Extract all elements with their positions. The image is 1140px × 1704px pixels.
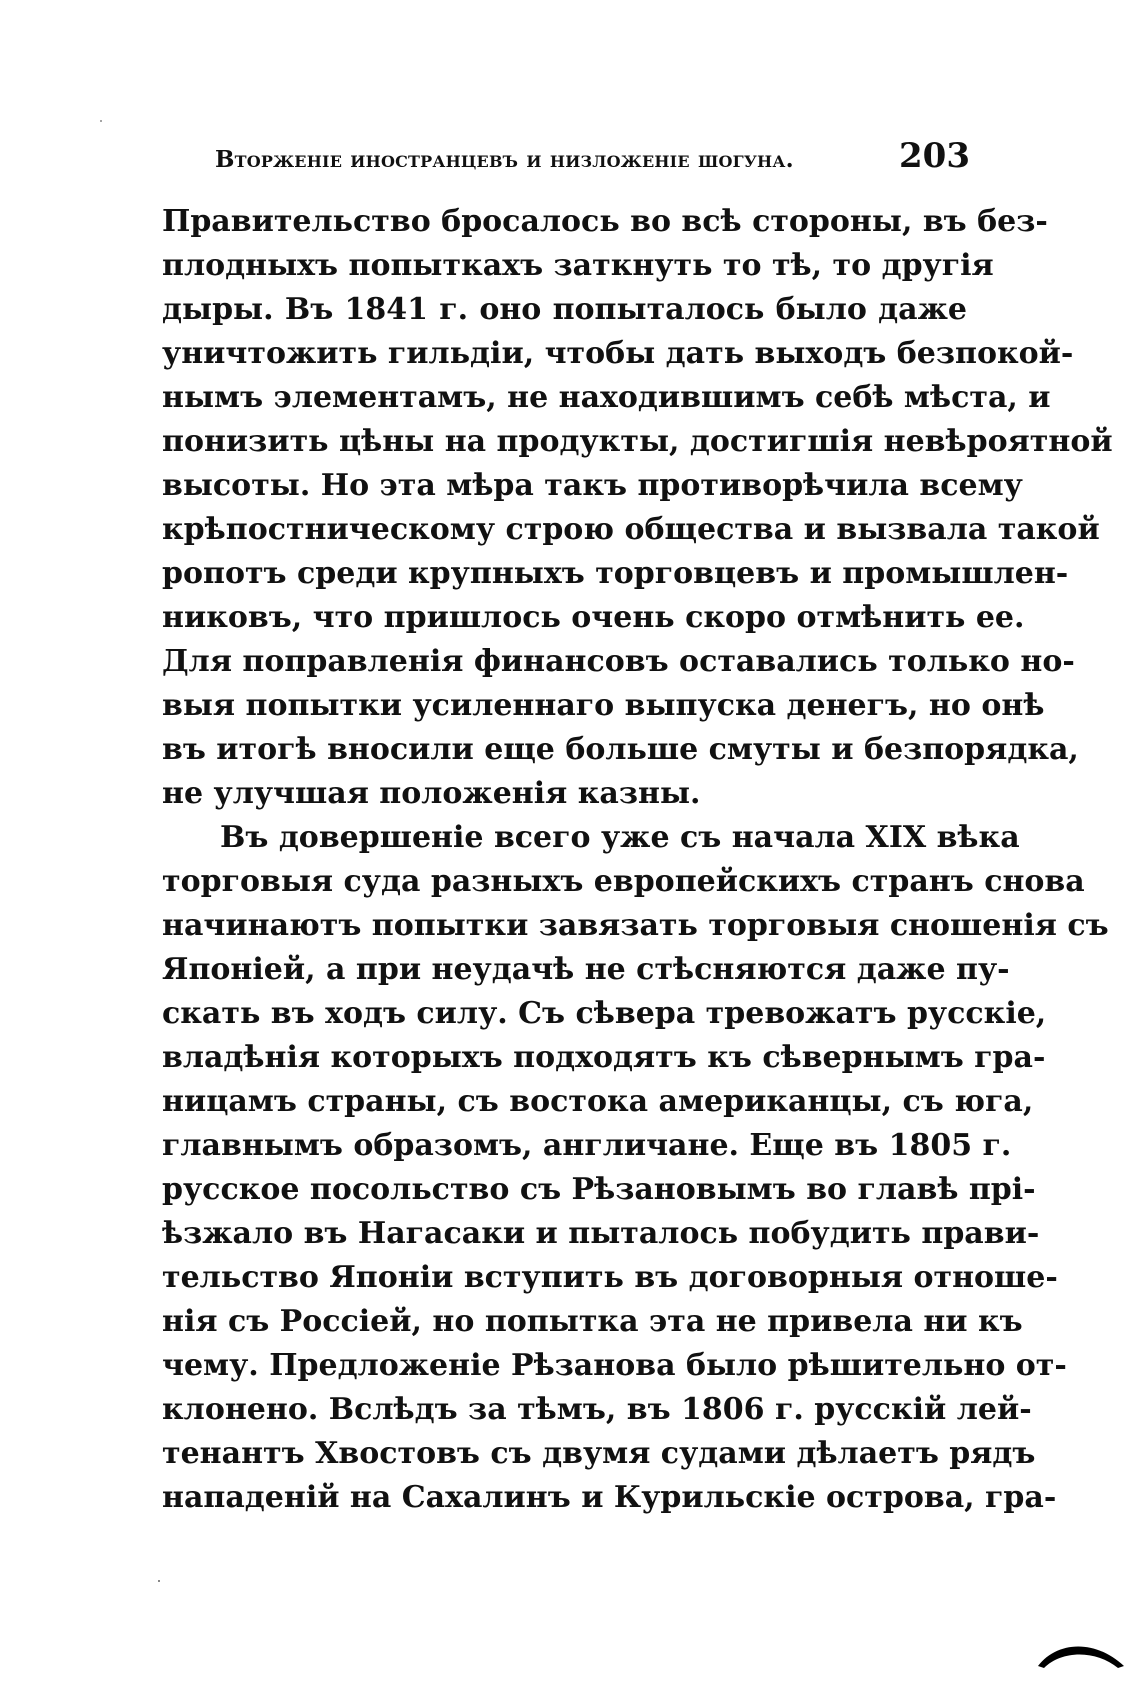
text-line: не улучшая положенія казны. <box>162 776 701 811</box>
text-line: тельство Японіи вступить въ договорныя отноше- <box>162 1260 1058 1295</box>
scan-speck <box>100 120 102 122</box>
text-line: въ итогѣ вносили еще больше смуты и безпорядка, <box>162 732 1079 767</box>
scan-speck <box>158 1580 160 1582</box>
text-line: русское посольство съ Рѣзановымъ во главѣ прі- <box>162 1172 1036 1207</box>
text-line: ницамъ страны, съ востока американцы, съ юга, <box>162 1084 1034 1119</box>
body-text <box>162 200 1113 1520</box>
text-line: высоты. Но эта мѣра такъ противорѣчила всему <box>162 468 1023 503</box>
text-line: понизить цѣны на продукты, достигшія невѣроятной <box>162 424 1113 459</box>
text-line: клонено. Вслѣдъ за тѣмъ, въ 1806 г. русскій лей- <box>162 1392 1032 1427</box>
text-line: владѣнія которыхъ подходятъ къ сѣвернымъ гра- <box>162 1040 1046 1075</box>
text-line: плодныхъ попыткахъ заткнуть то тѣ, то другія <box>162 248 994 283</box>
page-number: 203 <box>899 136 970 176</box>
text-line: нападеній на Сахалинъ и Курильскіе острова, гра- <box>162 1480 1057 1515</box>
text-line: ѣзжало въ Нагасаки и пыталось побудить прави- <box>162 1216 1040 1251</box>
text-line: крѣпостническому строю общества и вызвала такой <box>162 512 1100 547</box>
text-line: никовъ, что пришлось очень скоро отмѣнить ее. <box>162 600 1025 635</box>
text-line: нія съ Россіей, но попытка эта не привела ни къ <box>162 1304 1023 1339</box>
text-line: Для поправленія финансовъ оставались только но- <box>162 644 1075 679</box>
text-line: уничтожить гильдіи, чтобы дать выходъ безпокой- <box>162 336 1074 371</box>
text-line: тенантъ Хвостовъ съ двумя судами дѣлаетъ рядъ <box>162 1436 1036 1471</box>
text-line: начинаютъ попытки завязать торговыя сношенія съ <box>162 908 1109 943</box>
text-line: дыры. Въ 1841 г. оно попыталось было даже <box>162 292 967 327</box>
text-line: Въ довершеніе всего уже съ начала XIX вѣка <box>220 820 1020 855</box>
text-line: главнымъ образомъ, англичане. Еще въ 1805 г. <box>162 1128 1012 1163</box>
scan-artifact-icon <box>1034 1636 1128 1676</box>
text-line: выя попытки усиленнаго выпуска денегъ, но онѣ <box>162 688 1045 723</box>
page-header <box>215 130 970 186</box>
text-line: ропотъ среди крупныхъ торговцевъ и промышлен- <box>162 556 1069 591</box>
text-line: торговыя суда разныхъ европейскихъ странъ снова <box>162 864 1085 899</box>
text-line: Японіей, а при неудачѣ не стѣсняются даже пу- <box>162 952 1010 987</box>
text-line: нымъ элементамъ, не находившимъ себѣ мѣста, и <box>162 380 1051 415</box>
text-line: чему. Предложеніе Рѣзанова было рѣшительно от- <box>162 1348 1067 1383</box>
text-line: Правительство бросалось во всѣ стороны, въ без- <box>162 204 1048 239</box>
running-title: Вторженіе иностранцевъ и низложеніе шогуна. <box>215 146 794 173</box>
text-line: скать въ ходъ силу. Съ сѣвера тревожатъ русскіе, <box>162 996 1047 1031</box>
